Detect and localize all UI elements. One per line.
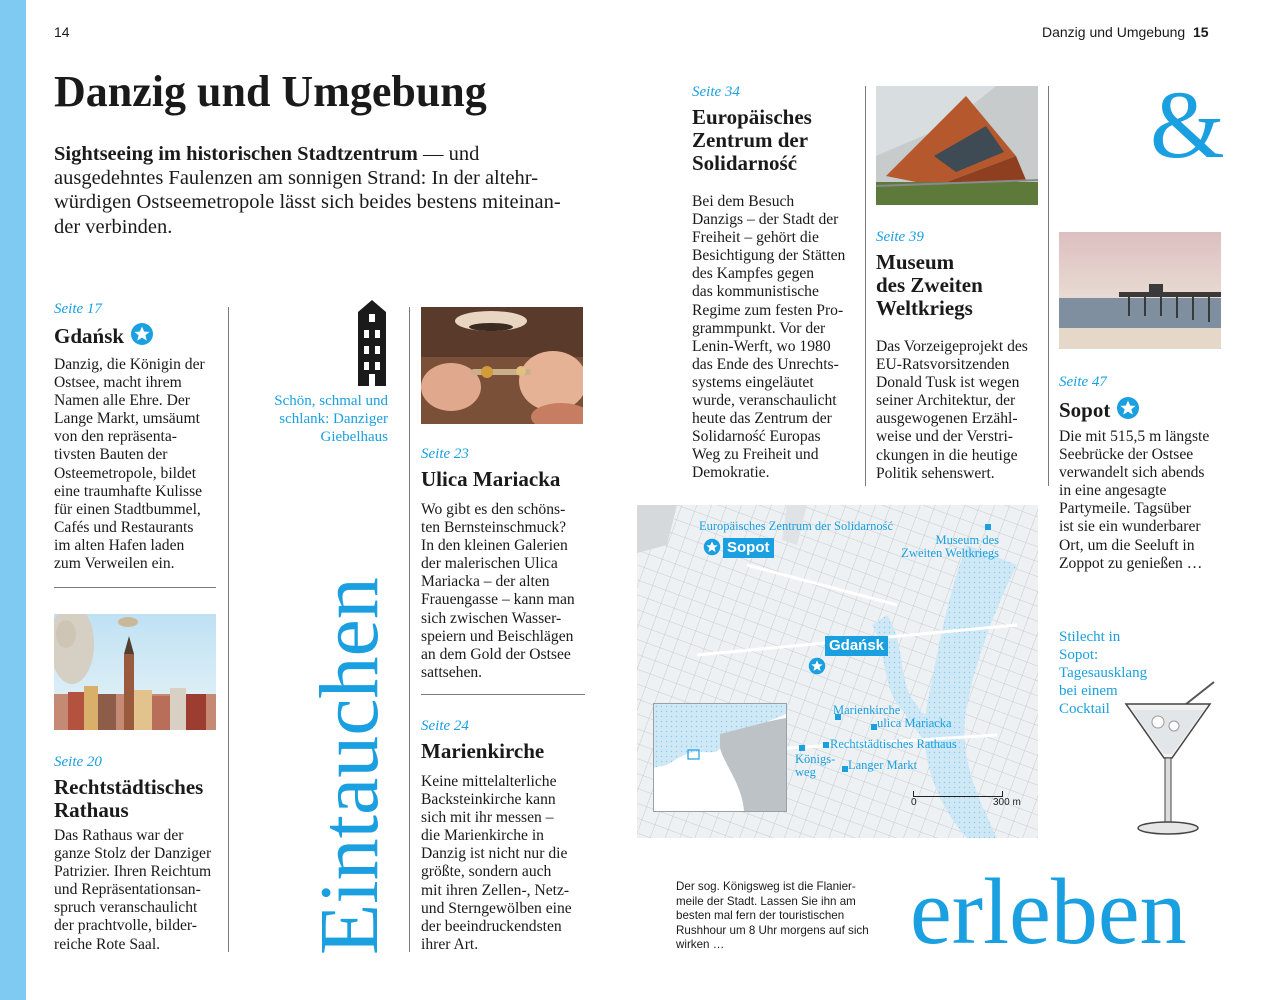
column-rule: [865, 86, 866, 486]
text-line: Osteemetropole, bildet: [54, 464, 197, 482]
museum-page-ref: Seite 39: [876, 229, 924, 245]
text-line: Stilecht in: [1059, 629, 1121, 645]
map-scale-bar: [913, 791, 1003, 797]
word-erleben: erleben: [910, 860, 1187, 964]
mariacka-heading: Ulica Mariacka: [421, 467, 561, 491]
map-inset: [653, 703, 787, 812]
text-line: größte, sondern auch: [421, 863, 552, 881]
gdansk-star-icon: [808, 657, 826, 675]
text-line: ihrer Art.: [421, 935, 479, 953]
gdansk-page-ref: Seite 17: [54, 301, 102, 317]
text-line: reiche Rote Saal.: [54, 935, 161, 953]
sopot-page-ref: Seite 47: [1059, 374, 1107, 390]
text-line: Mariacka – der alten: [421, 573, 550, 591]
text-line: und Sterngewölben eine: [421, 899, 572, 917]
page-number-left: 14: [54, 24, 70, 40]
text-line: an dem Gold der Ostsee: [421, 645, 571, 663]
text-line: Demokratie.: [692, 464, 770, 482]
solidarnosc-text: [692, 193, 860, 483]
text-line: Die mit 515,5 m längste: [1059, 428, 1210, 445]
text-line: spruch veranschaulicht: [54, 899, 198, 917]
text-line: seiner Architektur, der: [876, 392, 1016, 410]
text-line: Rechtstädtisches: [54, 775, 204, 799]
text-line: von den repräsenta-: [54, 428, 177, 446]
caption-giebelhaus: [240, 392, 388, 446]
text-line: für einen Stadtbummel,: [54, 500, 201, 518]
text-line: Backsteinkirche kann: [421, 791, 556, 809]
text-line: wirken …: [676, 938, 725, 951]
ampersand: &: [1150, 71, 1225, 178]
text-line: Lenin-Werft, wo 1980: [692, 337, 831, 355]
text-line: Namen alle Ehre. Der: [54, 392, 190, 410]
text-line: Solidarność Europas: [692, 428, 821, 446]
photo-sopot-pier: [1059, 232, 1221, 349]
text-line: Zweiten Weltkriegs: [901, 546, 999, 560]
sopot-star-icon: [703, 538, 721, 556]
text-line: der malerischen Ulica: [421, 555, 558, 573]
mariacka-page-ref: Seite 23: [421, 446, 469, 462]
text-line: Rathaus: [54, 798, 129, 822]
page-number-right: 15: [1193, 24, 1209, 40]
map-label-museum: [891, 534, 999, 560]
divider: [54, 587, 216, 588]
running-header: [1042, 24, 1209, 40]
text-line: Museum des: [935, 533, 999, 547]
text-line: Regime zum festen Pro-: [692, 301, 844, 319]
text-line: Giebelhaus: [320, 429, 388, 445]
map-scale-end: 300 m: [993, 797, 1021, 808]
text-line: tivsten Bauten der: [54, 446, 168, 464]
text-line: Weltkriegs: [876, 296, 973, 320]
divider: [421, 694, 585, 695]
vertical-word-eintauchen: Eintauchen: [303, 577, 396, 955]
photo-amber-jewellery: [421, 307, 583, 424]
text-line: der prachtvolle, bilder-: [54, 917, 198, 935]
intro-line: der verbinden.: [54, 215, 173, 238]
text-line: Donald Tusk ist wegen: [876, 374, 1020, 392]
text-line: In den kleinen Galerien: [421, 537, 568, 555]
text-line: zum Verweilen ein.: [54, 555, 175, 573]
intro-line: — und: [417, 143, 480, 165]
caption-map: [676, 880, 869, 953]
text-line: ckungen in die heutige: [876, 446, 1018, 464]
text-line: Königs-: [795, 752, 836, 766]
text-line: eine traumhafte Kulisse: [54, 482, 203, 500]
text-line: Zoppot zu genießen …: [1059, 554, 1203, 572]
text-line: Der sog. Königsweg ist die Flanier-: [676, 880, 856, 893]
column-rule: [1048, 86, 1049, 486]
map-badge-sopot: Sopot: [723, 538, 774, 558]
text-line: Cocktail: [1059, 701, 1110, 717]
text-line: Europäisches: [692, 105, 812, 129]
text-line: verwandelt sich abends: [1059, 464, 1205, 482]
cocktail-glass-illustration: [1118, 680, 1218, 844]
spine-strip: [0, 0, 26, 1000]
text-line: besten mal fern der touristischen: [676, 909, 845, 922]
map-label-marienkirche: Marienkirche: [833, 703, 901, 717]
sopot-text: [1059, 428, 1239, 573]
text-line: Sopot:: [1059, 647, 1099, 663]
text-line: EU-Ratsvorsitzenden: [876, 356, 1010, 374]
text-line: Das Rathaus war der: [54, 827, 184, 844]
rathaus-heading: [54, 776, 203, 822]
gdansk-heading: [54, 322, 154, 348]
text-line: ten Bernsteinschmuck?: [421, 519, 567, 537]
text-line: Patrizier. Ihren Reichtum: [54, 863, 212, 881]
sopot-title: Sopot: [1059, 398, 1111, 422]
column-rule: [228, 307, 229, 952]
marienkirche-heading: Marienkirche: [421, 739, 545, 763]
text-line: Politik sehenswert.: [876, 464, 995, 482]
running-title: Danzig und Umgebung: [1042, 24, 1186, 40]
text-line: Zentrum der: [692, 128, 809, 152]
text-line: die Marienkirche in: [421, 827, 544, 845]
city-map: [637, 505, 1038, 838]
sopot-heading: [1059, 396, 1140, 422]
museum-heading: [876, 251, 983, 320]
text-line: Bei dem Besuch: [692, 193, 795, 210]
gable-house-icon: [358, 300, 386, 390]
text-line: Tagesausklang: [1059, 665, 1148, 681]
text-line: Danzigs – der Stadt der: [692, 211, 839, 229]
intro-line: ausgedehntes Faulenzen am sonnigen Strand: In der altehr-: [54, 167, 539, 190]
star-icon: [130, 322, 154, 346]
text-line: heute das Zentrum der: [692, 410, 832, 428]
gdansk-text: [54, 356, 224, 573]
text-line: sattsehen.: [421, 663, 483, 681]
map-label-langer-markt: Langer Markt: [848, 758, 918, 772]
map-marker: [799, 745, 805, 751]
text-line: Das Vorzeigeprojekt des: [876, 338, 1028, 355]
marienkirche-text: [421, 773, 591, 954]
text-line: Danzig ist nicht nur die: [421, 845, 568, 863]
text-line: systems eingeläutet: [692, 373, 814, 391]
map-marker: [985, 524, 991, 530]
text-line: Frauengasse – kann man: [421, 591, 575, 609]
solidarnosc-heading: [692, 106, 812, 175]
gdansk-title: Gdańsk: [54, 324, 125, 348]
text-line: weise und der Verstri-: [876, 428, 1013, 446]
text-line: Ort, um die Seeluft in: [1059, 536, 1195, 554]
text-line: Wo gibt es den schöns-: [421, 501, 566, 518]
text-line: das kommunistische: [692, 283, 819, 301]
text-line: Freiheit – gehört die: [692, 229, 819, 247]
page-title: Danzig und Umgebung: [54, 67, 487, 116]
text-line: Besichtigung der Stätten: [692, 247, 846, 265]
marienkirche-page-ref: Seite 24: [421, 718, 469, 734]
text-line: bei einem: [1059, 683, 1118, 699]
text-line: grammpunkt. Vor der: [692, 319, 826, 337]
text-line: das Ende des Unrechts-: [692, 355, 839, 373]
text-line: Solidarność: [692, 151, 798, 175]
text-line: Museum: [876, 250, 955, 274]
text-line: der beeindruckendsten: [421, 917, 562, 935]
text-line: in eine angesagte: [1059, 482, 1167, 500]
museum-text: [876, 338, 1048, 483]
text-line: Keine mittelalterliche: [421, 773, 557, 790]
text-line: Danzig, die Königin der: [54, 356, 205, 373]
rathaus-page-ref: Seite 20: [54, 754, 102, 770]
text-line: des Zweiten: [876, 273, 983, 297]
text-line: im alten Hafen laden: [54, 536, 185, 554]
text-line: Cafés und Restaurants: [54, 518, 194, 536]
text-line: ist sie ein wunderbarer: [1059, 518, 1201, 536]
text-line: ausgewogenen Erzähl-: [876, 410, 1018, 428]
star-icon: [1116, 396, 1140, 420]
text-line: Seebrücke der Ostsee: [1059, 446, 1194, 464]
text-line: des Kampfes gegen: [692, 265, 815, 283]
rathaus-text: [54, 827, 224, 954]
text-line: sich zwischen Wasser-: [421, 609, 562, 627]
photo-museum-ww2: [876, 86, 1038, 205]
text-line: ganze Stolz der Danziger: [54, 845, 212, 863]
intro-bold: Sightseeing im historischen Stadtzentrum: [54, 143, 418, 165]
text-line: weg: [795, 765, 816, 779]
map-label-rathaus: Rechtstädtisches Rathaus: [830, 737, 957, 751]
text-line: wurde, veranschaulicht: [692, 392, 837, 410]
map-scale-zero: 0: [911, 797, 917, 808]
photo-gdansk-townhall: [54, 614, 216, 730]
text-line: sich mit ihr messen –: [421, 809, 554, 827]
map-label-mariacka: ulica Mariacka: [877, 716, 952, 730]
text-line: Partymeile. Tagsüber: [1059, 500, 1191, 518]
text-line: Rushhour um 8 Uhr morgens auf sich: [676, 923, 869, 937]
text-line: mit ihren Zellen-, Netz-: [421, 881, 570, 899]
text-line: schlank: Danziger: [279, 411, 388, 427]
map-badge-gdansk: Gdańsk: [825, 636, 888, 656]
text-line: meile der Stadt. Lassen Sie ihn am: [676, 894, 856, 908]
map-label-koenigsweg: [795, 753, 835, 779]
intro-text: [54, 142, 584, 239]
solidarnosc-page-ref: Seite 34: [692, 84, 740, 100]
map-marker: [823, 742, 829, 748]
text-line: Ostsee, macht ihrem: [54, 374, 182, 392]
column-rule: [409, 307, 410, 952]
text-line: speiern und Beischlägen: [421, 627, 574, 645]
text-line: und Repräsentationsan-: [54, 881, 201, 899]
text-line: Lange Markt, umsäumt: [54, 410, 200, 428]
intro-line: würdigen Ostseemetropole lässt sich beides bestens miteinan-: [54, 191, 561, 214]
text-line: Weg zu Freiheit und: [692, 446, 819, 464]
text-line: Schön, schmal und: [274, 393, 388, 409]
map-label-solidarnosc: Europäisches Zentrum der Solidarność: [699, 519, 894, 533]
mariacka-text: [421, 501, 591, 682]
